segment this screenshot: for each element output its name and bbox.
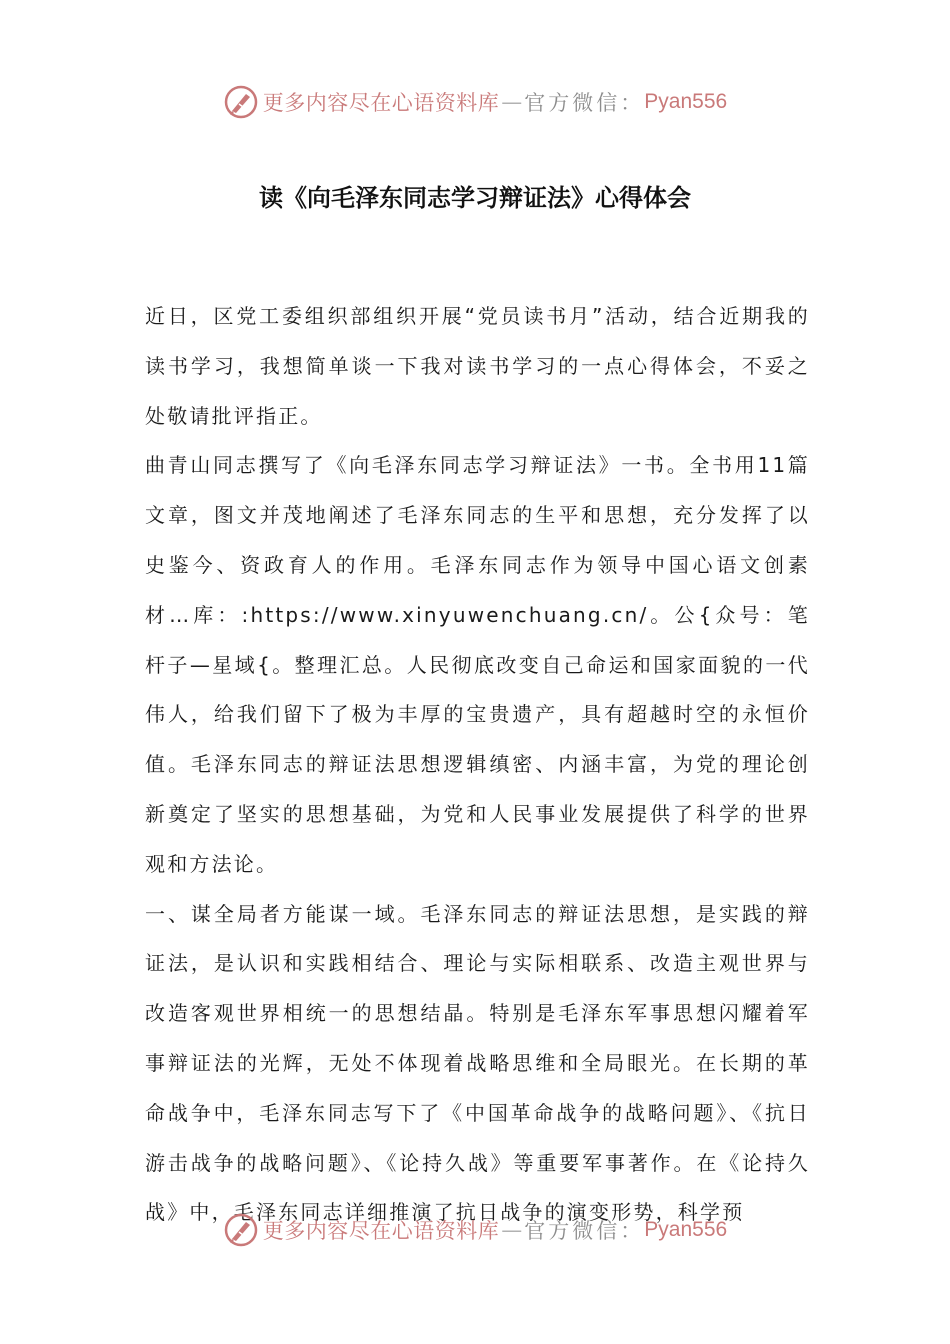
- watermark-wechat-label: 官方微信：: [524, 91, 645, 115]
- watermark-wechat-id: Pyan556: [644, 90, 728, 113]
- document-body: [145, 292, 810, 1238]
- watermark-brand-text: 更多内容尽在心语资料库: [262, 1219, 500, 1243]
- paragraph-intro: 近日，区党工委组织部组织开展“党员读书月”活动，结合近期我的读书学习，我想简单谈一下我对读书学习的一点心得体会，不妥之处敬请批评指正。: [145, 304, 810, 428]
- paragraph-section-one: 一、谋全局者方能谋一域。毛泽东同志的辩证法思想，是实践的辩证法，是认识和实践相结合、理论与实际相联系、改造主观世界与改造客观世界相统一的思想结晶。特别是毛泽东军事思想闪耀着军事辩证法的光辉，无处不体现着战略思维和全局眼光。在长期的革命战争中，毛泽东同志写下了《中国革命战争的战略问题》、《抗日游击战争的战略问题》、《论持久战》等重要军事著作。在《论持久战》中，毛泽东同志详细推演了抗日战争的演变形势，科学预: [145, 901, 810, 1225]
- header-watermark: [0, 80, 950, 124]
- pen-nib-logo-icon: [223, 1212, 259, 1248]
- watermark-separator: —: [501, 90, 523, 114]
- watermark-separator: —: [501, 1218, 523, 1242]
- footer-watermark: [0, 1208, 950, 1252]
- watermark-brand-text: 更多内容尽在心语资料库: [262, 91, 500, 115]
- watermark-wechat-id: Pyan556: [644, 1218, 728, 1241]
- paragraph-book-overview: 曲青山同志撰写了《向毛泽东同志学习辩证法》一书。全书用11篇文章，图文并茂地阐述了毛泽东同志的生平和思想，充分发挥了以史鉴今、资政育人的作用。毛泽东同志作为领导中国心语文创素材…库：:https://www.xinyuwenchuang.cn/。公{众号：笔杆子—星域{。整理汇总。人民彻底改变自己命运和国家面貌的一代伟人，给我们留下了极为丰厚的宝贵遗产，具有超越时空的永恒价值。毛泽东同志的辩证法思想逻辑缜密、内涵丰富，为党的理论创新奠定了坚实的思想基础，为党和人民事业发展提供了科学的世界观和方法论。: [145, 453, 810, 876]
- pen-nib-logo-icon: [223, 84, 259, 120]
- document-title: 读《向毛泽东同志学习辩证法》心得体会: [259, 184, 691, 212]
- watermark-wechat-label: 官方微信：: [524, 1219, 645, 1243]
